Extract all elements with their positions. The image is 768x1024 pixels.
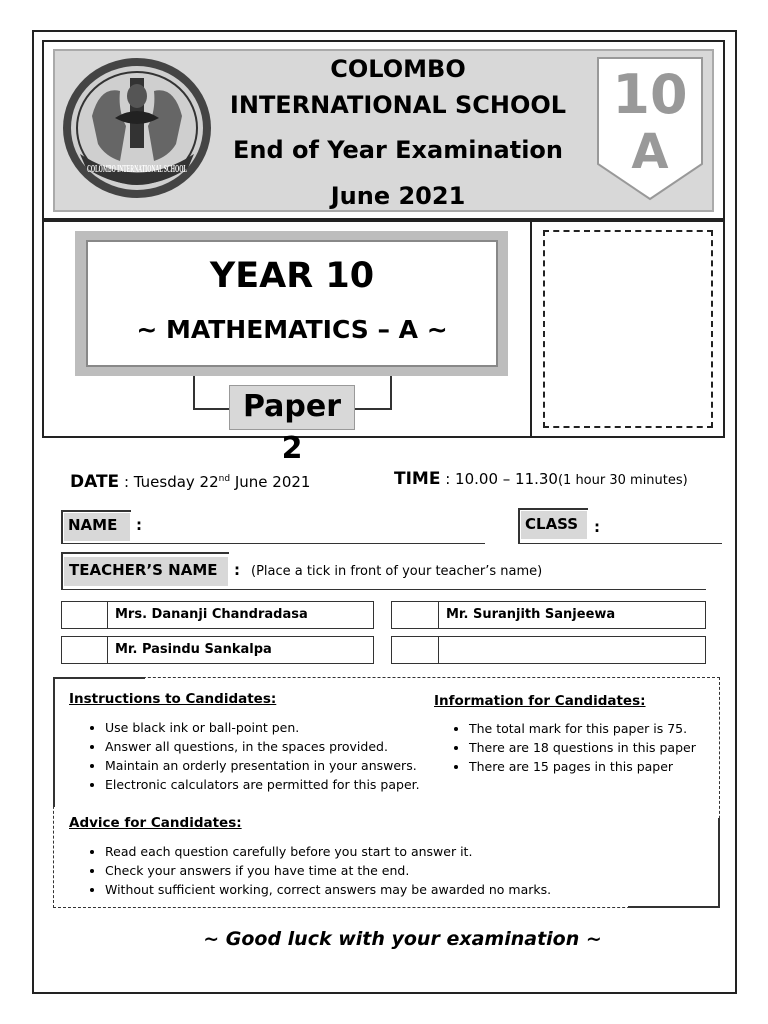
class-label: CLASS	[525, 515, 579, 533]
instruction-item: • Answer all questions, in the spaces provided.	[105, 737, 429, 756]
exam-title: End of Year Examination	[233, 136, 563, 164]
instruction-item: • Electronic calculators are permitted for this paper.	[105, 775, 429, 794]
good-luck-message: ~ Good luck with your examination ~	[203, 928, 602, 950]
grade-letter: A	[631, 124, 669, 180]
teacher-underline	[61, 589, 706, 590]
school-name-line2: INTERNATIONAL SCHOOL	[229, 91, 567, 119]
time-note: (1 hour 30 minutes)	[557, 473, 688, 488]
teacher-colon: :	[234, 561, 240, 579]
teacher-box-left	[61, 552, 63, 590]
instructions-list	[69, 718, 429, 794]
date-rest: June 2021	[230, 473, 311, 491]
exam-date: June 2021	[330, 182, 466, 210]
instructions-title: Instructions to Candidates:	[69, 691, 277, 707]
class-box-left	[518, 508, 520, 544]
class-input-line[interactable]	[518, 543, 722, 544]
tick-box-1[interactable]	[61, 601, 108, 629]
date-label: DATE	[70, 472, 120, 492]
box-corner-left	[53, 677, 55, 807]
teacher-name-3: Mr. Pasindu Sankalpa	[107, 636, 374, 664]
name-input-line[interactable]	[61, 543, 485, 544]
bracket-left-vert	[193, 376, 195, 410]
date-suffix: nd	[218, 474, 231, 484]
teacher-box-top	[61, 552, 229, 554]
crest-text: COLOMBO INTERNATIONAL SCHOOL	[87, 163, 187, 175]
tick-box-4[interactable]	[391, 636, 439, 664]
time-label: TIME	[394, 469, 441, 489]
tick-box-2[interactable]	[391, 601, 439, 629]
teacher-name-1: Mrs. Dananji Chandradasa	[107, 601, 374, 629]
bracket-right-horiz	[355, 408, 391, 410]
date-value: : Tuesday 22	[119, 473, 219, 491]
advice-list	[69, 842, 689, 899]
section-divider	[530, 220, 532, 438]
information-title: Information for Candidates:	[434, 693, 646, 709]
teacher-name-2: Mr. Suranjith Sanjeewa	[438, 601, 706, 629]
advice-item: • Without sufficient working, correct answers may be awarded no marks.	[105, 880, 689, 899]
time-value: : 10.00 – 11.30	[440, 470, 558, 488]
grade-number: 10	[612, 63, 688, 126]
advice-title: Advice for Candidates:	[69, 815, 242, 831]
bracket-right-vert	[390, 376, 392, 410]
box-corner-top	[53, 677, 145, 679]
information-list	[433, 719, 718, 776]
advice-item: • Check your answers if you have time at the end.	[105, 861, 689, 880]
class-colon: :	[594, 518, 600, 536]
information-item: • There are 15 pages in this paper	[469, 757, 718, 776]
year-title: YEAR 10	[209, 256, 375, 296]
name-colon: :	[136, 516, 142, 534]
school-crest-icon	[60, 56, 214, 200]
photo-placeholder	[543, 230, 713, 428]
teacher-name-4	[438, 636, 706, 664]
name-label: NAME	[68, 516, 118, 534]
instruction-item: • Maintain an orderly presentation in your answers.	[105, 756, 429, 775]
subject-title: ~ MATHEMATICS – A ~	[136, 315, 448, 344]
bracket-left-horiz	[193, 408, 229, 410]
information-item: • There are 18 questions in this paper	[469, 738, 718, 757]
teacher-label: TEACHER’S NAME	[69, 561, 218, 579]
box-corner-bottom	[628, 906, 720, 908]
name-box-top	[61, 510, 131, 512]
advice-item: • Read each question carefully before you start to answer it.	[105, 842, 689, 861]
teacher-hint: (Place a tick in front of your teacher’s name)	[251, 564, 543, 579]
time-line	[394, 468, 714, 492]
paper-label: Paper 2	[229, 385, 355, 430]
class-box-top	[518, 508, 588, 510]
tick-box-3[interactable]	[61, 636, 108, 664]
date-line	[70, 468, 370, 493]
school-name-line1: COLOMBO	[330, 55, 466, 83]
box-corner-right	[718, 818, 720, 908]
name-box-left	[61, 510, 63, 544]
instruction-item: • Use black ink or ball-point pen.	[105, 718, 429, 737]
information-item: • The total mark for this paper is 75.	[469, 719, 718, 738]
